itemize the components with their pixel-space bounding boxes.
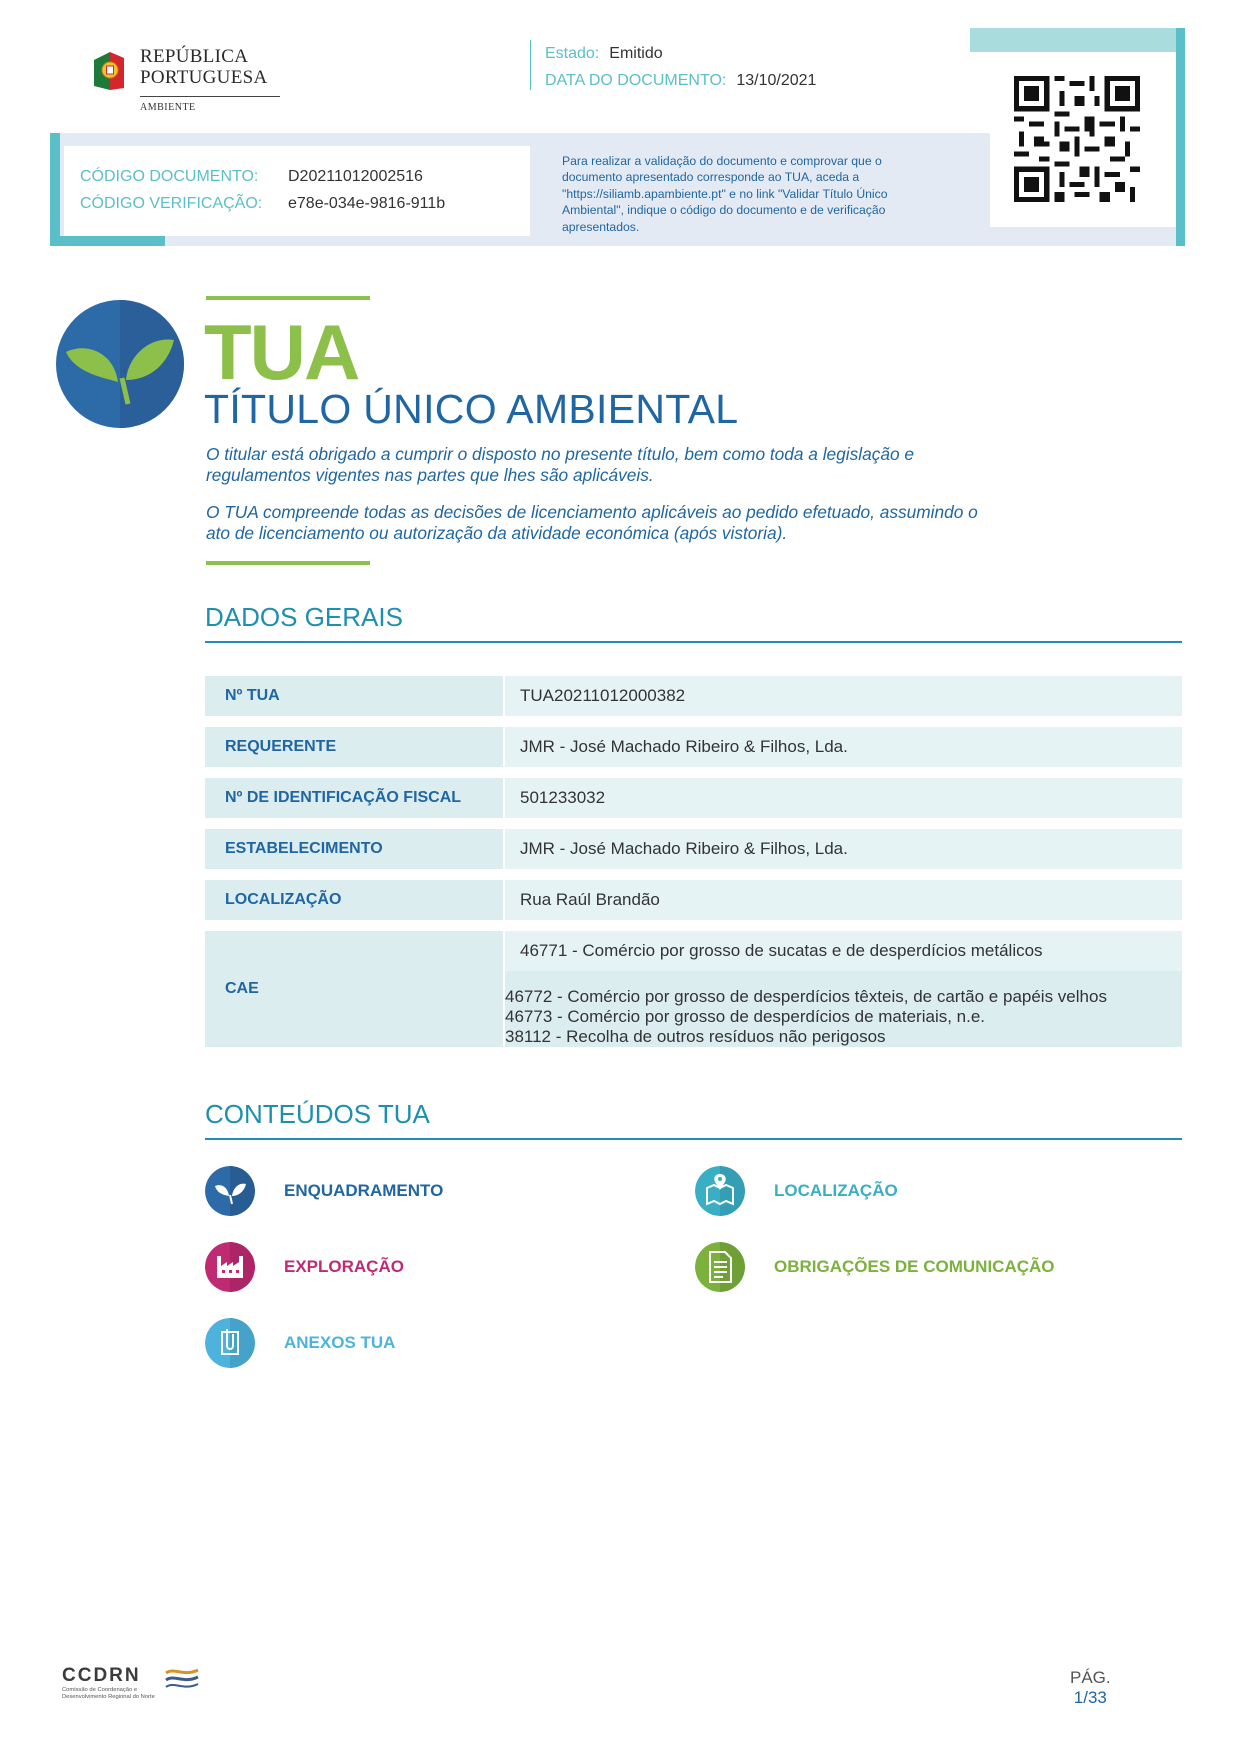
estado-value: Emitido [609,45,663,62]
row-label: ESTABELECIMENTO [205,829,503,869]
tua-leaf-icon [56,300,184,428]
row-value: 501233032 [505,778,1182,818]
cae-item: 38112 - Recolha de outros resíduos não perigosos [505,1027,886,1046]
factory-icon [205,1242,255,1292]
row-value: TUA20211012000382 [505,676,1182,716]
dados-gerais-heading: DADOS GERAIS [205,602,403,632]
validation-instructions: Para realizar a validação do documento e comprovar que o documento apresentado corresponde ao TUA, aceda a "https://siliamb.apambiente.pt" e no link "Validar Título Único Ambiental", indique o código do documento e de verificação apresentados. [562,154,888,234]
codigo-verificacao-label: CÓDIGO VERIFICAÇÃO: [80,195,263,212]
ccdrn-logo-sub-1: Comissão de Coordenação e [62,1687,138,1693]
qr-code-icon [1014,76,1140,202]
page-label: PÁG. [1070,1668,1111,1687]
logo-subtitle: AMBIENTE [140,102,196,113]
band-decoration [1176,28,1185,246]
row-value: Rua Raúl Brandão [505,880,1182,920]
link-exploracao[interactable] [205,1242,404,1292]
ccdrn-logo-sub-2: Desenvolvimento Regional do Norte [62,1694,155,1700]
tua-subtitle: TÍTULO ÚNICO AMBIENTAL [204,386,739,432]
dados-gerais-table [205,676,1182,1058]
page-indicator [1070,1668,1111,1708]
conteudos-rule [205,1138,1182,1140]
link-obrigacoes-comunicacao[interactable] [695,1242,1055,1292]
cae-additional [505,971,1182,1047]
republica-portuguesa-logo [88,40,288,120]
dados-gerais-rule [205,641,1182,643]
estado-label: Estado: [545,45,600,62]
band-decoration [970,28,1185,52]
conteudos-list [205,1166,1182,1386]
row-value: JMR - José Machado Ribeiro & Filhos, Lda. [505,829,1182,869]
ccdrn-logo-text: CCDRN [62,1665,141,1686]
cae-item: 46771 - Comércio por grosso de sucatas e de desperdícios metálicos [505,931,1182,971]
enquadramento-label: ENQUADRAMENTO [284,1181,444,1200]
cae-label: CAE [205,931,503,1047]
logo-line-2: PORTUGUESA [140,67,268,88]
page-number: 1/33 [1073,1688,1107,1707]
row-value: JMR - José Machado Ribeiro & Filhos, Lda. [505,727,1182,767]
link-enquadramento[interactable] [205,1166,443,1216]
map-pin-icon [695,1166,745,1216]
cae-item: 46773 - Comércio por grosso de desperdícios de materiais, n.e. [505,1007,986,1026]
row-label: Nº DE IDENTIFICAÇÃO FISCAL [205,778,503,818]
cae-item: 46772 - Comércio por grosso de desperdícios têxteis, de cartão e papéis velhos [505,987,1107,1006]
table-row [205,778,1182,818]
exploracao-label: EXPLORAÇÃO [284,1257,404,1276]
anexos-label: ANEXOS TUA [284,1333,396,1352]
band-decoration [50,236,165,246]
band-decoration [50,133,60,246]
document-status [530,40,816,90]
hero-bottom-rule [206,561,370,565]
table-row [205,676,1182,716]
data-documento-value: 13/10/2021 [736,72,817,89]
paperclip-icon [205,1318,255,1368]
ccdrn-wave-icon [164,1667,200,1693]
document-icon [695,1242,745,1292]
table-row [205,829,1182,869]
codigo-verificacao-value: e78e-034e-9816-911b [288,195,446,212]
cae-values [505,931,1182,1047]
portugal-emblem-icon [88,46,128,94]
leaf-icon [205,1166,255,1216]
codigo-documento-label: CÓDIGO DOCUMENTO: [80,168,259,185]
hero-intro [206,444,986,560]
table-row [205,727,1182,767]
row-label: Nº TUA [205,676,503,716]
ccdrn-logo [62,1665,202,1710]
intro-paragraph-1: O titular está obrigado a cumprir o disposto no presente título, bem como toda a legislação e regulamentos vigentes nas partes que lhes são aplicáveis. [206,444,914,485]
logo-divider [140,96,280,97]
localizacao-label: LOCALIZAÇÃO [774,1181,898,1200]
link-anexos-tua[interactable] [205,1318,395,1368]
obrigacoes-label: OBRIGAÇÕES DE COMUNICAÇÃO [774,1257,1055,1276]
document-codes-box [64,146,530,236]
hero-top-rule [206,296,370,300]
intro-paragraph-2: O TUA compreende todas as decisões de licenciamento aplicáveis ao pedido efetuado, assumindo o ato de licenciamento ou autorização da atividade económica (após vistoria). [206,502,978,543]
table-row-cae [205,931,1182,1047]
conteudos-heading: CONTEÚDOS TUA [205,1099,430,1129]
codigo-documento-value: D20211012002516 [288,168,423,185]
row-label: LOCALIZAÇÃO [205,880,503,920]
tua-title: TUA [204,308,359,396]
qr-code-box [990,52,1176,227]
table-row [205,880,1182,920]
row-label: REQUERENTE [205,727,503,767]
data-documento-label: DATA DO DOCUMENTO: [545,72,727,89]
link-localizacao[interactable] [695,1166,898,1216]
logo-line-1: REPÚBLICA [140,46,249,67]
